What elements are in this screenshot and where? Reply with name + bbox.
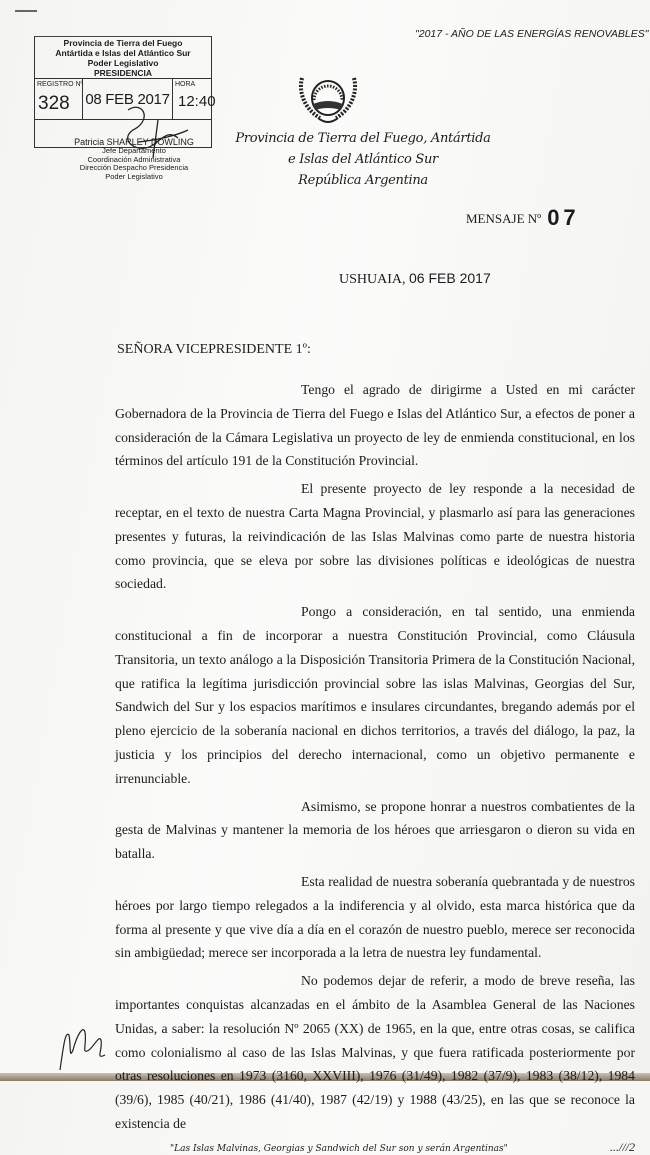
stamp-registro	[35, 79, 83, 119]
signatory-title: Jefe Departamento	[102, 146, 166, 155]
stamp-line: PRESIDENCIA	[93, 68, 153, 78]
signatory-title: Poder Legislativo	[105, 171, 163, 181]
paragraph: Tengo el agrado de dirigirme a Usted en mi carácter Gobernadora de la Provincia de Tierra del Fuego e Islas del Atlántico Sur, a efectos de poner a consideración de la Cámara Legislativa un proyecto de ley de enmienda constitucional, en los términos del artículo 191 de la Constitución Provincial.	[115, 382, 635, 469]
paragraph: No podemos dejar de referir, a modo de breve reseña, las importantes conquistas alcanzadas en el ámbito de la Asamblea General de las Naciones Unidas, a saber: la resolución Nº 2065 (XX) de 1965, en la que, entre otras cosas, se califica como colonialismo al caso de las Islas Malvinas, y que fuera ratificada posteriormente por otras resoluciones en 1973 (3160, XXVIII), 1976 (31/49), 1982 (37/9), 1983 (38/12), 1984 (39/6), 1985 (40/21), 1986 (41/40), 1987 (42/19) y 1988 (43/25), en las que se reconoce la existencia de	[115, 973, 635, 1131]
letterhead-line: Provincia de Tierra del Fuego, Antártida	[235, 131, 491, 146]
paragraph: Esta realidad de nuestra soberanía quebrantada y de nuestros héroes por largo tiempo relegados a la indiferencia y al olvido, esta marca histórica que da forma al presente y que vive día a día en el corazón de nuestro pueblo, merece ser reconocida sin ambigüedad; merece ser incorporada a la letra de nuestra ley fundamental.	[115, 873, 635, 961]
mensaje-value: 07	[547, 205, 580, 230]
place-date	[339, 270, 491, 288]
stamp-line: Poder Legislativo	[87, 58, 159, 68]
footer-row	[115, 1140, 635, 1155]
date-stamp: 06 FEB 2017	[409, 270, 491, 286]
signatory-title: Coordinación Administrativa	[87, 154, 181, 164]
stamp-signatory	[66, 137, 202, 181]
hora-value: 12:40	[178, 93, 216, 110]
margin-initials-signature	[55, 1020, 115, 1075]
footer-motto: "Las Islas Malvinas, Georgias y Sandwich del Sur son y serán Argentinas"	[170, 1143, 508, 1154]
stamp-line: Antártida e Islas del Atlántico Sur	[55, 48, 191, 58]
provincial-crest-icon	[296, 74, 360, 126]
letterhead-line: e Islas del Atlántico Sur	[288, 152, 438, 167]
stamp-line: Provincia de Tierra del Fuego	[63, 38, 183, 48]
paragraph: Asimismo, se propone honrar a nuestros combatientes de la gesta de Malvinas y mantener la memoria de los héroes que arriesgaron o dieron su vida en batalla.	[115, 798, 635, 862]
signatory-title: Dirección Despacho Presidencia	[79, 163, 189, 172]
corner-mark	[15, 10, 37, 12]
page-continuation: ...///2	[609, 1139, 635, 1154]
paragraph: El presente proyecto de ley responde a la necesidad de receptar, en el texto de nuestra Carta Magna Provincial, y plasmarlo así para las generaciones presentes y futuras, la reivindicación de las Islas Malvinas como parte de nuestra historia como provincia, que se eleva por sobre las divisiones políticas e ideológicas de nuestra sociedad.	[115, 481, 635, 592]
salutation: SEÑORA VICEPRESIDENTE 1º:	[117, 342, 311, 357]
registro-label: REGISTRO Nº	[37, 81, 84, 88]
letter-content	[115, 378, 635, 1155]
registro-value: 328	[38, 93, 70, 114]
mensaje-number	[466, 205, 580, 231]
signatory-name: Patricia SHARLEY DOWLING	[74, 137, 194, 147]
province-letterhead	[218, 128, 508, 191]
stamp-header	[35, 37, 211, 79]
letter-body	[115, 378, 635, 1136]
paragraph: Pongo a consideración, en tal sentido, una enmienda constitucional a fin de incorporar a nuestra Constitución Provincial, como Cláusula Transitoria, un texto análogo a la Disposición Transitoria Primera de la Constitución Nacional, que ratifica la legítima jurisdicción provincial sobre las islas Malvinas, Georgias del Sur, Sandwich del Sur y los espacios marítimos e insulares circundantes, bregando además por el pleno ejercicio de la soberanía nacional en dichos territorios, a través del diálogo, la paz, la justicia y los principios del derecho internacional, como un objetivo permanente e irrenunciable.	[115, 604, 635, 786]
stamp-date: 08 FEB 2017	[83, 79, 173, 119]
hora-label: HORA	[175, 81, 196, 88]
city: USHUAIA,	[339, 272, 406, 287]
header-motto: "2017 - AÑO DE LAS ENERGÍAS RENOVABLES"	[415, 28, 649, 40]
mensaje-label: MENSAJE Nº	[466, 211, 542, 226]
letterhead-line: República Argentina	[298, 173, 428, 188]
